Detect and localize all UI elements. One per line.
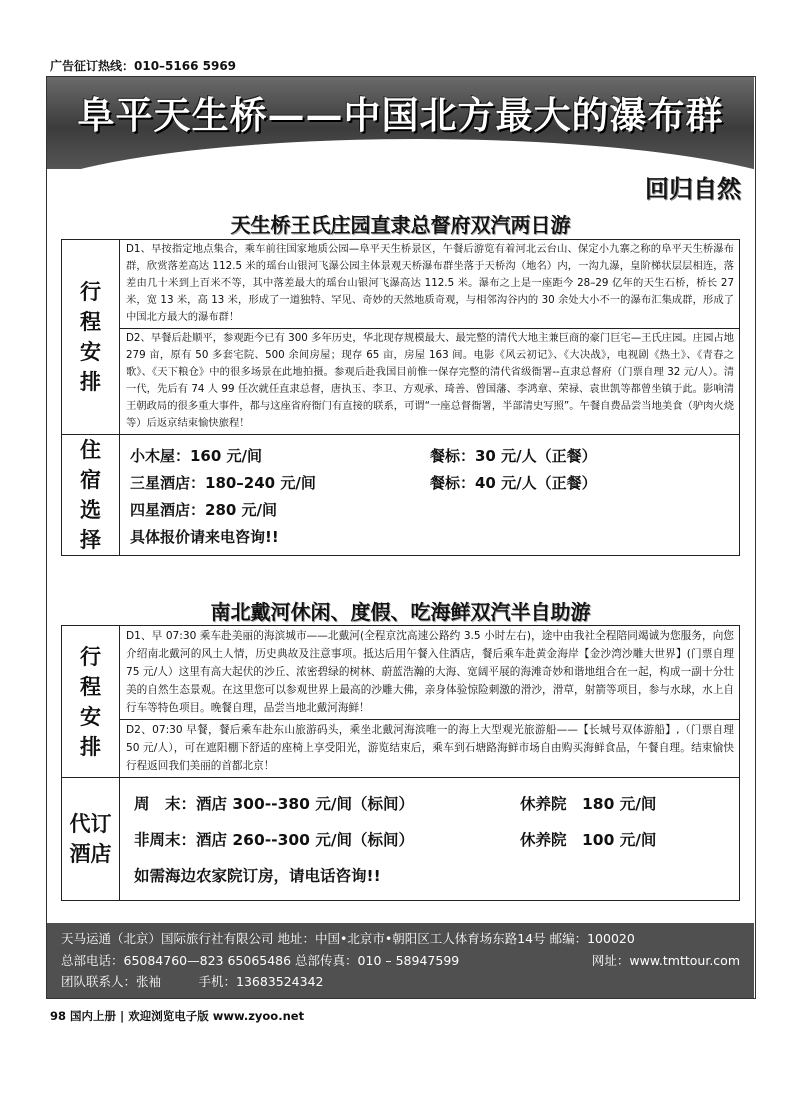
resort-option: 休养院 100 元/间 (520, 831, 657, 849)
hotel-option: 非周末：酒店 260--300 元/间（标间） (134, 831, 415, 849)
agency-contact: 团队联系人：张袖 手机：13683524342 (61, 974, 324, 989)
accom-note: 具体报价请来电咨询!! (130, 528, 279, 546)
meal-price: 餐标：40 元/人（正餐） (430, 474, 597, 492)
advert-frame (46, 76, 756, 999)
accom-option: 小木屋：160 元/间 (130, 447, 263, 465)
section2-hotel (120, 778, 740, 901)
section2-itinerary-label: 行 程 安 排 (62, 626, 120, 778)
section1-table (61, 239, 740, 556)
section1-title: 天生桥王氏庄园直隶总督府双汽两日游 (230, 213, 571, 237)
section1-day1: D1、早按指定地点集合，乘车前往国家地质公园—阜平天生桥景区，午餐后游览有着河北云台山、保定小九寨之称的阜平天生桥瀑布群，欣赏落差高达 112.5 米的瑶台山银河飞瀑公园主体景观天桥瀑布群坐落于天桥沟（地名）内，一沟九瀑，皇阶梯状层层相连，落差由几十米到上百米不等，其中落差最大的瑶台山银河飞瀑高达 112.5 米。瀑布之上是一座距今 28–29 亿年的天生石桥，桥长 27 米，宽 13 米，高 13 米，形成了一道独特、罕见、奇妙的天然地质奇观，与相邻沟谷内的 30 余处大小不一的瀑布汇集成群，形成了中国北方最大的瀑布群！ (120, 240, 740, 329)
agency-phone: 总部电话：65084760—823 65065486 总部传真：010 – 58947599 (61, 952, 460, 968)
subbrand-slogan: 回归自然 (645, 174, 741, 203)
hotel-option: 周 末：酒店 300--380 元/间（标间） (134, 795, 415, 813)
accom-option: 三星酒店：180–240 元/间 (130, 474, 316, 492)
agency-address: 天马运通（北京）国际旅行社有限公司 地址：中国•北京市•朝阳区工人体育场东路14号 邮编：100020 (61, 931, 635, 946)
section2-table (61, 625, 740, 901)
section2-day1: D1、早 07:30 乘车赴美丽的海滨城市——北戴河(全程京沈高速公路约 3.5 小时左右)，途中由我社全程陪同竭诚为您服务，向您介绍南北戴河的风土人情，历史典故及注意事项。抵达后用午餐入住酒店，餐后乘车赴黄金海岸【金沙湾沙雕大世界】(门票自理 75 元/人）这里有高大起伏的沙丘、浓密碧绿的树林、蔚蓝浩瀚的大海、宽阔平展的海滩奇妙和谐地组合在一起，构成一副十分壮美的自然生态景观。在这里您可以参观世界上最高的沙雕大佛，亲身体验惊险刺激的滑沙，滑草，射箭等项目，参与水球，水上自行车等特色项目。晚餐自理，品尝当地北戴河海鲜！ (120, 626, 740, 720)
accom-option: 四星酒店：280 元/间 (130, 501, 278, 519)
section2-hotel-label: 代订 酒店 (62, 778, 120, 901)
section2-day2: D2、07:30 早餐，餐后乘车赴东山旅游码头，乘坐北戴河海滨唯一的海上大型观光旅游船——【长城号双体游船】,（门票自理 50 元/人），可在遮阳棚下舒适的座椅上享受阳光，游览结束后，乘车到石塘路海鲜市场自由购买海鲜食品，午餐自理。结束愉快行程返回我们美丽的首都北京！ (120, 720, 740, 778)
ad-hotline: 广告征订热线：010–5166 5969 (50, 59, 237, 73)
section1-itinerary-label: 行 程 安 排 (62, 240, 120, 435)
hotel-note: 如需海边农家院订房，请电话咨询!! (134, 867, 381, 885)
section1-accom-label: 住 宿 选 择 (62, 435, 120, 556)
title-banner (47, 77, 754, 169)
section1-day2: D2、早餐后赴顺平，参观距今已有 300 多年历史，华北现存规模最大、最完整的清代大地主兼巨商的豪门巨宅—王氏庄园。庄园占地 279 亩，原有 50 多套宅院、500 余间房屋；现存 65 亩，房屋 163 间。电影《风云初记》、《大决战》，电视剧《热土》、《青春之歌》、《天下粮仓》中的很多场景在此地拍摄。参观后赴我国目前惟一保存完整的清代省级衙署--直隶总督府（门票自理 32 元/人）。清一代，先后有 74 人 99 任次就任直隶总督，唐执玉、李卫、方观承、琦善、曾国藩、李鸿章、荣禄、袁世凯等都曾坐镇于此。影响清王朝政局的很多重大事件，都与这座省府衙门有直接的联系，可谓“一座总督衙署，半部清史写照”。午餐自费品尝当地美食（驴肉火烧等）后返京结束愉快旅程！ (120, 329, 740, 435)
page-title: 阜平天生桥——中国北方最大的瀑布群 (77, 93, 724, 137)
resort-option: 休养院 180 元/间 (520, 795, 657, 813)
section1-accom (120, 435, 740, 556)
page-footer: 98 国内上册 | 欢迎浏览电子版 www.zyoo.net (50, 1009, 305, 1023)
agency-website: 网址：www.tmttour.com (591, 952, 740, 968)
section2-title: 南北戴河休闲、度假、吃海鲜双汽半自助游 (210, 600, 591, 624)
meal-price: 餐标：30 元/人（正餐） (430, 447, 597, 465)
agency-footer (47, 923, 754, 998)
